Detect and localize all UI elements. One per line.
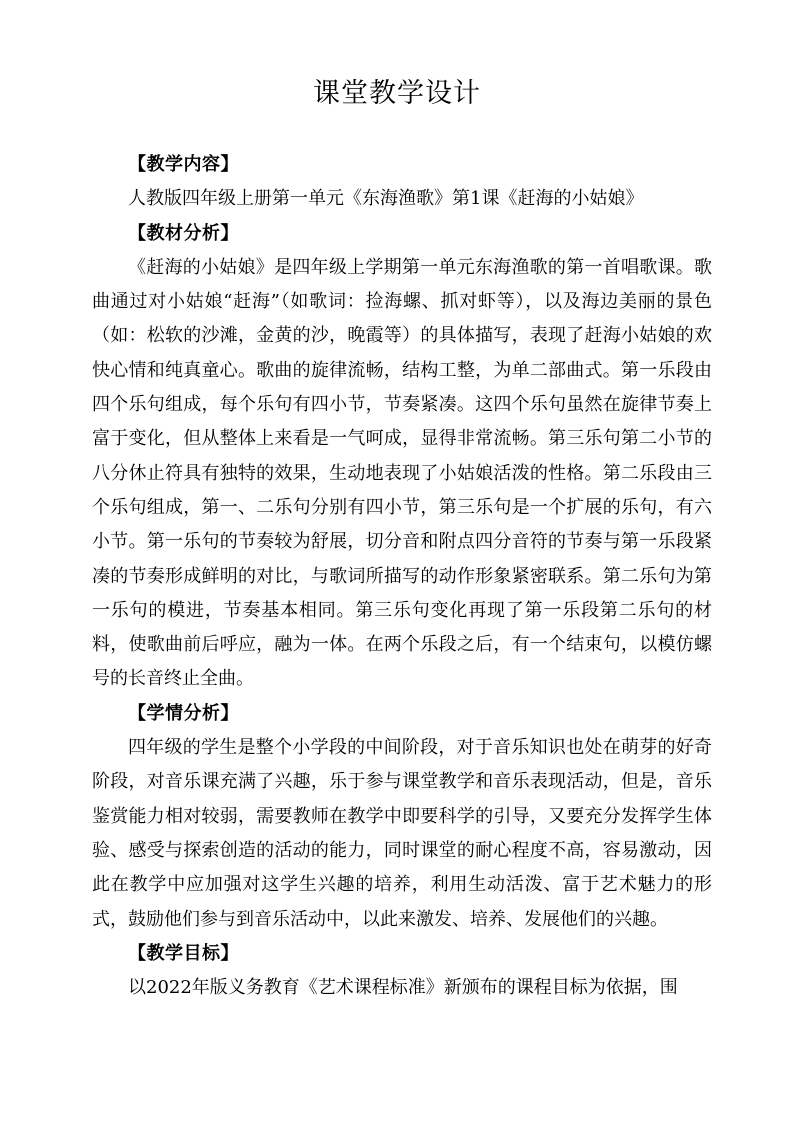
section-paragraph: 《赶海的小姑娘》是四年级上学期第一单元东海渔歌的第一首唱歌课。歌曲通过对小姑娘“赶海”（如歌词：捡海螺、抓对虾等），以及海边美丽的景色（如：松软的沙滩，金黄的沙，晚霞等）的具体描写，表现了赶海小姑娘的欢快心情和纯真童心。歌曲的旋律流畅，结构工整，为单二部曲式。第一乐段由四个乐句组成，每个乐句有四小节，节奏紧凑。这四个乐句虽然在旋律节奏上富于变化，但从整体上来看是一气呵成，显得非常流畅。第三乐句第二小节的八分休止符具有独特的效果，生动地表现了小姑娘活泼的性格。第二乐段由三个乐句组成，第一、二乐句分别有四小节，第三乐句是一个扩展的乐句，有六小节。第一乐句的节奏较为舒展，切分音和附点四分音符的节奏与第一乐段紧凑的节奏形成鲜明的对比，与歌词所描写的动作形象紧密联系。第二乐句为第一乐句的模进，节奏基本相同。第三乐句变化再现了第一乐段第二乐句的材料，使歌曲前后呼应，融为一体。在两个乐段之后，有一个结束句，以模仿螺号的长音终止全曲。: [92, 256, 712, 690]
section-teaching-content: [92, 148, 712, 217]
section-heading: 【教学内容】: [128, 154, 239, 175]
document-title: 课堂教学设计: [313, 78, 481, 109]
section-material-analysis: [92, 217, 712, 697]
section-heading: 【教学目标】: [128, 942, 239, 964]
section-paragraph: 以2022年版义务教育《艺术课程标准》新颁布的课程目标为依据，围: [128, 977, 678, 999]
section-teaching-goals: [92, 937, 712, 1006]
section-heading: 【教材分析】: [128, 222, 239, 244]
section-paragraph: 人教版四年级上册第一单元《东海渔歌》第1课《赶海的小姑娘》: [128, 188, 644, 210]
section-heading: 【学情分析】: [128, 702, 239, 724]
section-paragraph: 四年级的学生是整个小学段的中间阶段，对于音乐知识也处在萌芽的好奇阶段，对音乐课充满了兴趣，乐于参与课堂教学和音乐表现活动，但是，音乐鉴赏能力相对较弱，需要教师在教学中即要科学的引导，又要充分发挥学生体验、感受与探索创造的活动的能力，同时课堂的耐心程度不高，容易激动，因此在教学中应加强对这学生兴趣的培养，利用生动活泼、富于艺术魅力的形式，鼓励他们参与到音乐活动中，以此来激发、培养、发展他们的兴趣。: [92, 737, 712, 930]
section-student-analysis: [92, 697, 712, 937]
document-body: [92, 148, 712, 1005]
